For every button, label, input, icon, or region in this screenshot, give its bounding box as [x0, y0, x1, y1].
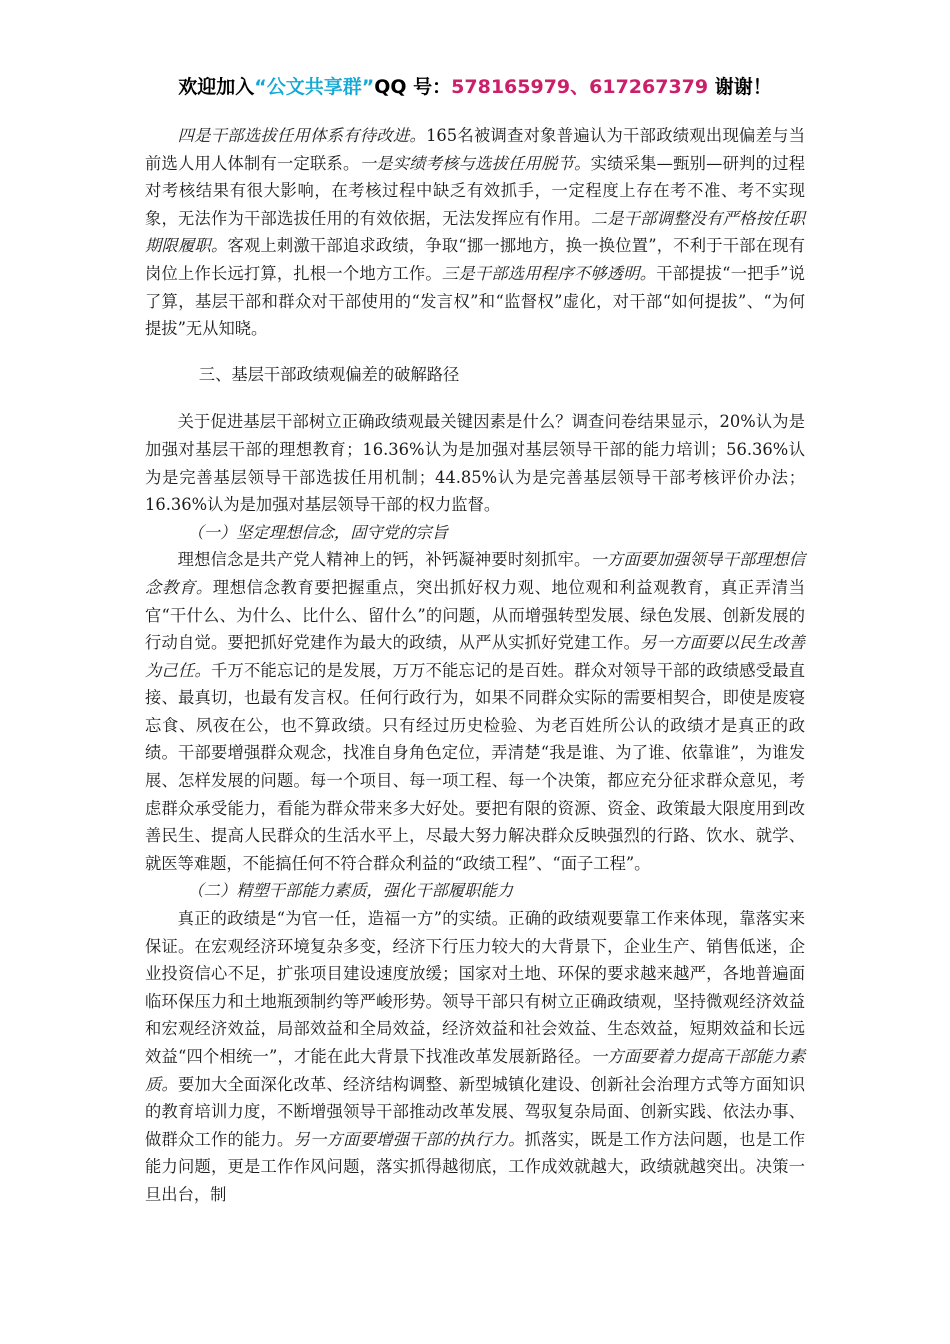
paragraph-point-two: 另一方面要以民生改善为己任。	[145, 633, 805, 680]
header-qq-label: QQ 号：	[374, 76, 452, 98]
header-group-name: “公文共享群”	[254, 76, 375, 98]
paragraph-text: 理想信念是共产党人精神上的钙，补钙凝神要时刻抓牢。	[177, 550, 591, 570]
paragraph-point-three: 三是干部选用程序不够透明。	[441, 263, 657, 283]
paragraph-point-one: 一方面要着力提高干部能力素质。	[145, 1047, 805, 1094]
paragraph-text: 客观上刺激干部追求政绩，争取“挪一挪地方，换一换位置”，不利于干部在现有岗位上作长远打算，扎根一个地方工作。	[145, 236, 805, 283]
paragraph-text: 干部提拔“一把手”说了算，基层干部和群众对干部使用的“发言权”和“监督权”虚化，对干部“如何提拔”、“为何提拔”无从知晓。	[145, 263, 805, 339]
paragraph-point-one: 一方面要加强领导干部理想信念教育。	[145, 550, 805, 597]
paragraph-point-one: 一是实绩考核与选拔任用脱节。	[359, 153, 591, 173]
paragraph-ideals	[145, 546, 805, 877]
subsection-heading-two: （二）精塑干部能力素质，强化干部履职能力	[187, 881, 514, 901]
paragraph-text: 165名被调查对象普遍认为干部政绩观出现偏差与当前选人用人体制有一定联系。	[145, 126, 805, 173]
paragraph-survey-results: 关于促进基层干部树立正确政绩观最关键因素是什么？调查问卷结果显示，20%认为是加强对基层干部的理想教育；16.36%认为是加强对基层领导干部的能力培训；56.36%认为是完善基层领导干部选拔任用机制；44.85%认为是完善基层领导干部考核评价办法；16.36%认为是加强对基层领导干部的权力监督。	[145, 412, 805, 515]
paragraph-text: 千万不能忘记的是发展，万万不能忘记的是百姓。群众对领导干部的政绩感受最直接、最真切，也最有发言权。任何行政行为，如果不同群众实际的需要相契合，即使是废寝忘食、夙夜在公，也不算政绩。只有经过历史检验、为老百姓所公认的政绩才是真正的政绩。干部要增强群众观念，找准自身角色定位，弄清楚“我是谁、为了谁、依靠谁”，为谁发展、怎样发展的问题。每一个项目、每一项工程、每一个决策，都应充分征求群众意见，考虑群众承受能力，看能为群众带来多大好处。要把有限的资源、资金、政策最大限度用到改善民生、提高人民群众的生活水平上，尽最大努力解决群众反映强烈的行路、饮水、就学、就医等难题，不能搞任何不符合群众利益的“政绩工程”、“面子工程”。	[145, 660, 805, 873]
paragraph-capability	[145, 905, 805, 1209]
header-prefix: 欢迎加入	[178, 76, 255, 98]
header-suffix: 谢谢！	[708, 76, 772, 98]
paragraph-selection-system	[145, 122, 805, 343]
document-body	[145, 122, 805, 1209]
paragraph-point-two: 二是干部调整没有严格按任职期限履职。	[145, 208, 805, 256]
subsection-heading-one: （一）坚定理想信念，固守党的宗旨	[187, 522, 448, 542]
paragraph-text: 要加大全面深化改革、经济结构调整、新型城镇化建设、创新社会治理方式等方面知识的教育培训力度，不断增强领导干部推动改革发展、驾驭复杂局面、创新实践、依法办事、做群众工作的能力。	[145, 1074, 805, 1149]
paragraph-text: 抓落实，既是工作方法问题，也是工作能力问题，更是工作作风问题，落实抓得越彻底，工作成效就越大，政绩就越突出。决策一旦出台，制	[145, 1129, 805, 1204]
paragraph-point-two: 另一方面要增强干部的执行力。	[293, 1129, 525, 1149]
header-qq-numbers: 578165979、617267379	[451, 76, 709, 98]
section-heading: 三、基层干部政绩观偏差的破解路径	[198, 364, 460, 384]
paragraph-lead: 四是干部选拔任用体系有待改进。	[177, 126, 427, 145]
paragraph-text: 真正的政绩是“为官一任，造福一方”的实绩。正确的政绩观要靠工作来体现，靠落实来保证。在宏观经济环境复杂多变，经济下行压力较大的大背景下，企业生产、销售低迷，企业投资信心不足，扩张项目建设速度放缓；国家对土地、环保的要求越来越严，各地普遍面临环保压力和土地瓶颈制约等严峻形势。领导干部只有树立正确政绩观，坚持微观经济效益和宏观经济效益，局部效益和全局效益，经济效益和社会效益、生态效益，短期效益和长远效益“四个相统一”，才能在此大背景下找准改革发展新路径。	[145, 909, 805, 1066]
header-banner	[0, 72, 950, 99]
paragraph-text: 理想信念教育要把握重点，突出抓好权力观、地位观和利益观教育，真正弄清当官“干什么、为什么、比什么、留什么”的问题，从而增强转型发展、绿色发展、创新发展的行动自觉。要把抓好党建作为最大的政绩，从严从实抓好党建工作。	[145, 577, 805, 653]
paragraph-text: 实绩采集—甄别—研判的过程对考核结果有很大影响，在考核过程中缺乏有效抓手，一定程度上存在考不准、考不实现象，无法作为干部选拔任用的有效依据，无法发挥应有作用。	[145, 153, 805, 228]
